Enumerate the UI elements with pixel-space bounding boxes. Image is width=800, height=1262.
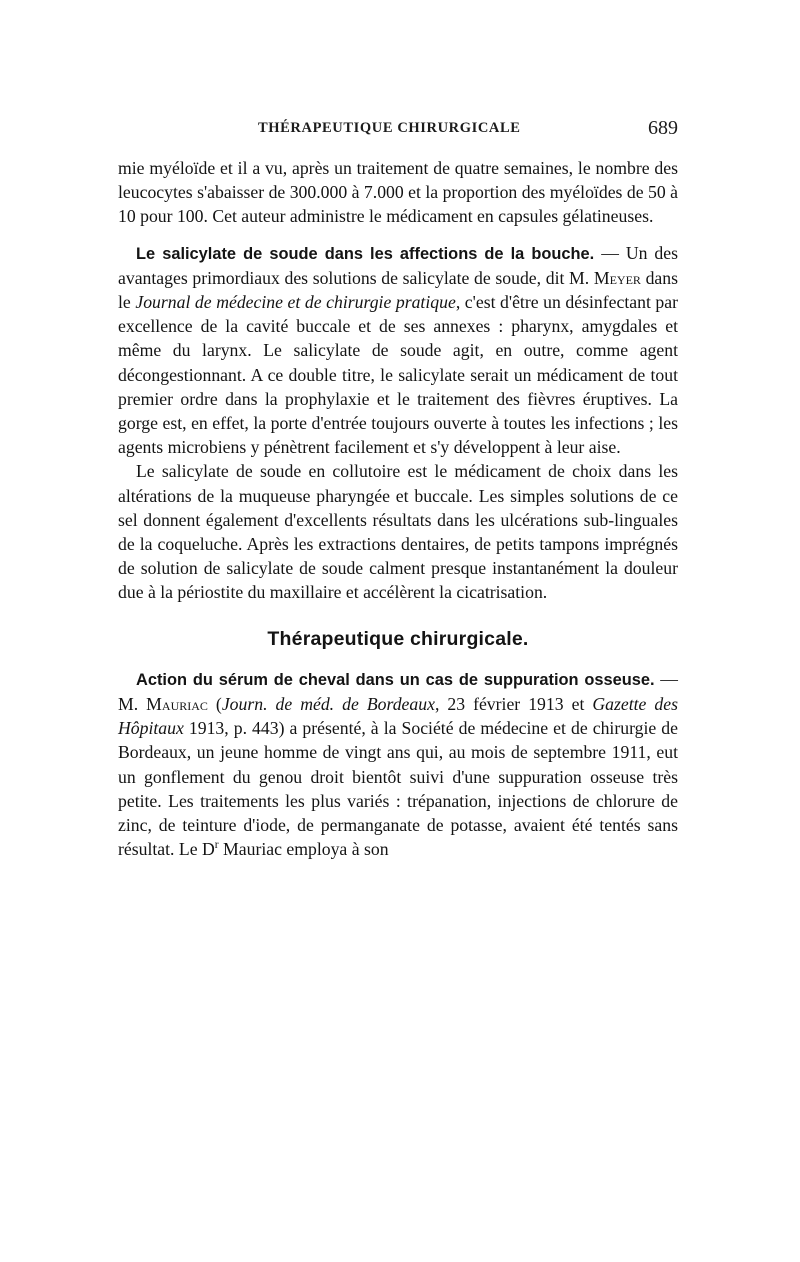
paragraph-serum: [118, 667, 678, 862]
paragraph-salicylate: [118, 241, 678, 460]
author-name: Meyer: [593, 267, 641, 288]
paragraph-text: , c'est d'être un désinfectant par excellence de la cavité buccale et de ses annexes : pharynx, amygdales et même du larynx. Le salicylate de soude agit, en outre, comme agent décongestionnant. A ce double titre, le salicylate serait un médicament de tout premier ordre dans la prophylaxie et le traitement des fièvres éruptives. La gorge est, en effet, la porte d'entrée toujours ouverte à toutes les infections ; les agents microbiens y pénètrent facilement et s'y développent à leur aise.: [118, 292, 679, 458]
em-dash: —: [594, 242, 626, 263]
paragraph-continuation: [118, 156, 678, 229]
paragraph-text: Mauriac employa à son: [218, 839, 389, 860]
paragraph-text: dans le: [118, 267, 678, 313]
paragraph-text: , 23 février 1913 et: [434, 694, 593, 715]
body-text: [118, 156, 678, 861]
page-header: [118, 117, 678, 144]
journal-title: Journ. de méd. de Bordeaux: [221, 694, 435, 715]
page-number: 689: [648, 117, 678, 139]
superscript: r: [214, 839, 219, 852]
runin-heading-salicylate: Le salicylate de soude dans les affections de la bouche.: [136, 244, 595, 263]
paragraph-text: 1913, p. 443) a présenté, à la Société de médecine et de chirurgie de Bordeaux, un jeune homme de vingt ans qui, au mois de septembre 1911, eut un gonflement du genou droit bientôt suivi d'une suppuration osseuse très petite. Les traitements les plus variés : trépanation, injections de chlorure de zinc, de teinture d'iode, de permanganate de potasse, avaient été tentés sans résultat. Le D: [118, 718, 678, 860]
paragraph-text: (: [207, 694, 222, 715]
paragraph-text: Un des avantages primordiaux des solutions de salicylate de soude, dit M.: [118, 242, 678, 288]
journal-title: Gazette des Hôpitaux: [118, 694, 678, 739]
paragraph-text: mie myéloïde et il a vu, après un traitement de quatre semaines, le nombre des leucocytes s'abaisser de 300.000 à 7.000 et la proportion des myéloïdes de 50 à 10 pour 100. Cet auteur administre le médicament en capsules gélatineuses.: [118, 158, 678, 227]
section-heading: Thérapeutique chirurgicale.: [267, 627, 529, 650]
runin-heading-serum: Action du sérum de cheval dans un cas de suppuration osseuse.: [136, 670, 655, 689]
paragraph-text: Le salicylate de soude en collutoire est le médicament de choix dans les altérations de la muqueuse pharyngée et buccale. Les simples solutions de ce sel donnent également d'excellents résultats dans les ulcérations sub-linguales de la coqueluche. Après les extractions dentaires, de petits tampons imprégnés de solution de salicylate de soude calment presque instantanément la douleur due à la périostite du maxillaire et accélèrent la cicatrisation.: [118, 461, 678, 603]
em-dash: — M.: [118, 668, 678, 715]
running-head: THÉRAPEUTIQUE CHIRURGICALE: [258, 120, 521, 136]
author-name: Mauriac: [146, 694, 208, 715]
paragraph-collutoire: [118, 459, 678, 604]
journal-title: Journal de médecine et de chirurgie pratique: [135, 292, 456, 313]
